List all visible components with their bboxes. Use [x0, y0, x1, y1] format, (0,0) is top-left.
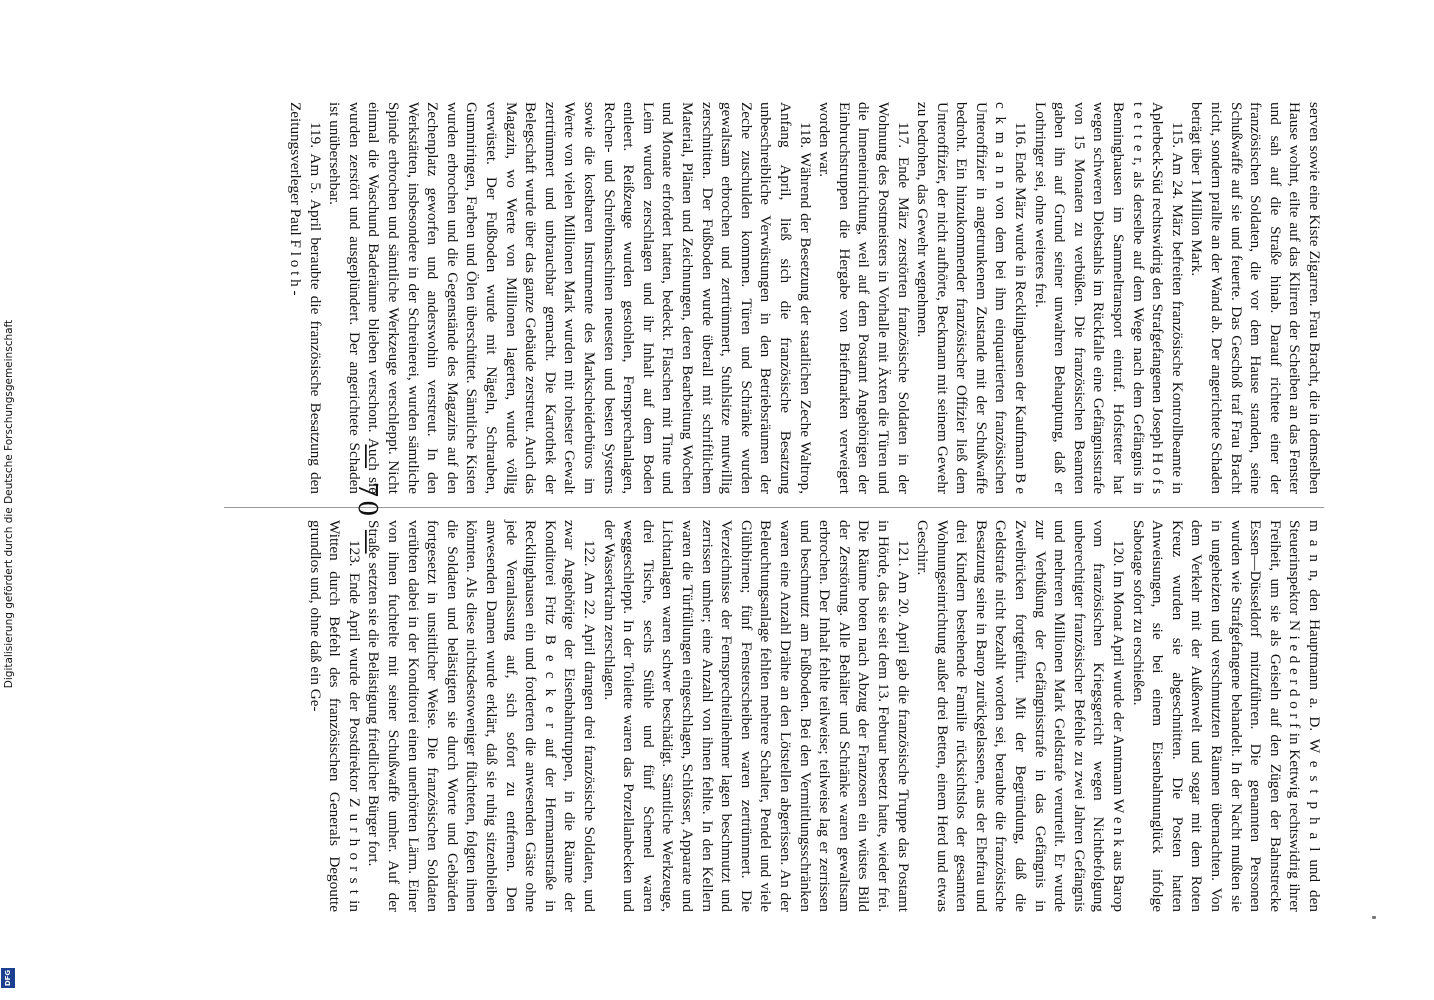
- digitization-note: Digitalisierung gefördert durch die Deutsche Forschungsgemeinschaft: [3, 319, 15, 689]
- left-column-paragraph: 115. Am 24. März befreiten französische Kontrollbeamte in Aplerbeck-Süd rechtswidrig den Strafgefangenen Joseph H o f s t e t t e r, als derselbe auf dem Wege nach dem Gefängnis in Benninghausen im Sammeltransport eintraf. Hofstetter hat wegen schweren Diebstahls im Rückfalle eine Gefängnisstrafe von 15 Monaten zu verbüßen. Die französischen Beamten gaben ihn auf Grund seiner unwahren Behauptung, daß er Lothringer sei, ohne weiteres frei.: [1031, 102, 1186, 494]
- left-column-paragraph: 116. Ende März wurde in Recklinghausen der Kaufmann B e c k m a n n von dem bei ihm einquartierten französischen Unteroffizier in angetrunkenem Zustande mit der Schußwaffe bedroht. Ein hinzukommender französischer Offizier ließ dem Unteroffizier, der nicht aufhörte, Beckmann mit seinem Gewehr zu bedrohen, das Gewehr wegnehmen.: [914, 102, 1030, 494]
- right-column-paragraph: 121. Am 20. April gab die französische Truppe das Postamt in Hörde, das sie seit dem 13. Februar besetzt hatte, wieder frei. Die Räume boten nach Abzug der Franzosen ein wüstes Bild der Zerstörung. Alle Behälter und Schränke waren gewaltsam erbrochen. Der Inhalt fehlte teilweise; teilweise lag er zerrissen und beschmutzt am Fußboden. Bei den Vermittlungsschränken waren eine Anzahl Drähte an den Lötstellen abgerissen. An der Beleuchtungsanlage fehlten mehrere Schalter, Pendel und viele Glühbirnen; fünf Fensterscheiben waren zertrümmert. Die Verzeichnisse der Fernsprechteilnehmer lagen beschmutzt und zerrissen umher; eine Anzahl von ihnen fehlte. In den Kellern waren die Türfüllungen eingeschlagen, Schlösser, Apparate und Lichtanlagen waren schwer beschädigt. Sämtliche Werkzeuge, drei Tische, sechs Stühle und fünf Schemel waren weggeschleppt. In der Toilette waren das Porzellanbecken und der Wasserkrahn zerschlagen.: [600, 520, 912, 912]
- page-number: — 70 —: [352, 443, 382, 557]
- right-column-paragraph: 123. Ende April wurde der Postdirektor Z u r h o r s t in Witten durch Befehl des französischen Generals Degoutte grundlos und, ohne daß ein Ge-: [306, 520, 363, 912]
- dfg-logo-label: DFG: [4, 969, 12, 987]
- left-column-paragraph: serven sowie eine Kiste Zigarren. Frau Bracht, die in demselben Hause wohnt, eilte auf das Klirren der Scheiben an das Fenster und sah auf die Straße hinab. Darauf richtete einer der französischen Soldaten, die vor dem Hause standen, seine Schußwaffe auf sie und feuerte. Das Geschoß traf Frau Bracht nicht, sondern prallte an der Wand ab. Der angerichtete Schaden beträgt über 1 Million Mark.: [1188, 102, 1323, 494]
- left-column-paragraph: 118. Während der Besetzung der staatlichen Zeche Waltrop, Anfang April, ließ sich die französische Besatzung unbeschreibliche Verwüstungen in den Betriebsräumen der Zeche zuschulden kommen. Türen und Schränke wurden gewaltsam erbrochen und zertrümmert, Stuhlsitze mutwillig zerschnitten. Der Fußboden wurde überall mit schriftlichem Material, Plänen und Zeichnungen, deren Bearbeitung Wochen und Monate erfordert hatten, bedeckt. Flaschen mit Tinte und Leim wurden zerschlagen und ihr Inhalt auf dem Boden entleert. Reißzeuge wurden gestohlen, Fernsprechanlagen, Rechen- und Schreibmaschinen neuesten und besten Systems sowie die kostbaren Instrumente des Markscheiderbüros im Werte von vielen Millionen Mark wurden mit rohester Gewalt zertrümmert und unbrauchbar gemacht. Die Kartothek der Belegschaft wurde über das ganze Gebäude zerstreut. Auch das Magazin, wo Werte von Millionen lagerten, wurde völlig verwüstet. Der Fußboden wurde mit Nägeln, Schrauben, Gummiringen, Farben und Ölen überschüttet. Sämtliche Kisten wurden erbrochen und die Gegenstände des Magazins auf den Zechenplatz geworfen und anderswohin verstreut. In den Werkstätten, insbesondere in der Schreinerei, wurden sämtliche Spinde erbrochen und sämtliche Werkzeuge verschleppt. Nicht einmal die Waschund Baderäume blieben verschont. Auch sie wurden zerstört und ausgeplündert. Der angerichtete Schaden ist unübersehbar.: [326, 102, 814, 494]
- left-column-paragraph: 119. Am 5. April beraubte die französische Besatzung den Zeitungsverleger Paul F l o t h -: [287, 102, 324, 494]
- right-column-paragraph: 122. Am 22. April drangen drei französische Soldaten, und zwar Angehörige der Eisenbahntruppen, in die Räume der Konditorei Fritz B e c k e r auf der Hermannstraße in Recklinghausen ein und forderten die anwesenden Gäste ohne jede Veranlassung auf, sich sofort zu entfernen. Den anwesenden Damen wurde erklärt, daß sie ruhig sitzenbleiben könnten. Als diese nichtsdestoweniger flüchteten, folgten ihnen die Soldaten und belästigten sie durch Worte und Gebärden fortgesetzt in unsittlicher Weise. Die französischen Soldaten verübten dabei in der Konditorei einen unerhörten Lärm. Einer von ihnen fuchtelte mit seiner Schußwaffe umher. Auf der Straße setzten sie die Belästigung friedlicher Bürger fort.: [365, 520, 599, 912]
- left-text-column: [286, 102, 1324, 494]
- left-column-paragraph: 117. Ende März zerstörten französische Soldaten in der Wohnung des Postmeisters in Vorhalle mit Äxten die Türen und die Inneneinrichtung, weil auf dem Postamt Angehörigen der Einbruchstruppen die Hergabe von Briefmarken verweigert worden war.: [816, 102, 912, 494]
- column-divider: [224, 507, 1324, 508]
- right-column-paragraph: 120. Im Monat April wurde der Amtmann W e n k aus Barop vom französischen Kriegsgericht wegen Nichtbefolgung unberechtigter französischer Befehle zu zwei Jahren Gefängnis und mehreren Millionen Mark Geldstrafe verurteilt. Er wurde zur Verbüßung der Gefängnisstrafe in das Gefängnis in Zweibrücken fortgeführt. Mit der Begründung, daß die Geldstrafe nicht bezahlt worden sei, beraubte die französische Besatzung seine in Barop zurückgelassene, aus der Ehefrau und drei Kindern bestehende Familie rücksichtslos der gesamten Wohnungseinrichtung außer drei Betten, einem Herd und etwas Geschirr.: [914, 520, 1128, 912]
- digitization-sidebar: [2, 20, 16, 988]
- right-column-paragraph: m a n n, den Hauptmann a. D. W e s t p h a l und den Steuerinspektor N i e d e r d o r f in Kettwig rechtswidrig ihrer Freiheit, um sie als Geiseln auf den Zügen der Bahnstrecke Essen—Düsseldorf mitzuführen. Die genannten Personen wurden wie Strafgefangene behandelt. In der Nacht mußten sie in ungeheizten und verschmutzten Räumen übernachten. Von dem Verkehr mit der Außenwelt und sogar mit dem Roten Kreuz wurden sie abgeschnitten. Die Posten hatten Anweisungen, sie bei einem Eisenbahnunglück infolge Sabotage sofort zu erschießen.: [1129, 520, 1323, 912]
- dfg-logo-icon: [1, 968, 15, 988]
- right-text-column: [305, 520, 1324, 912]
- scan-speck: [1372, 916, 1376, 919]
